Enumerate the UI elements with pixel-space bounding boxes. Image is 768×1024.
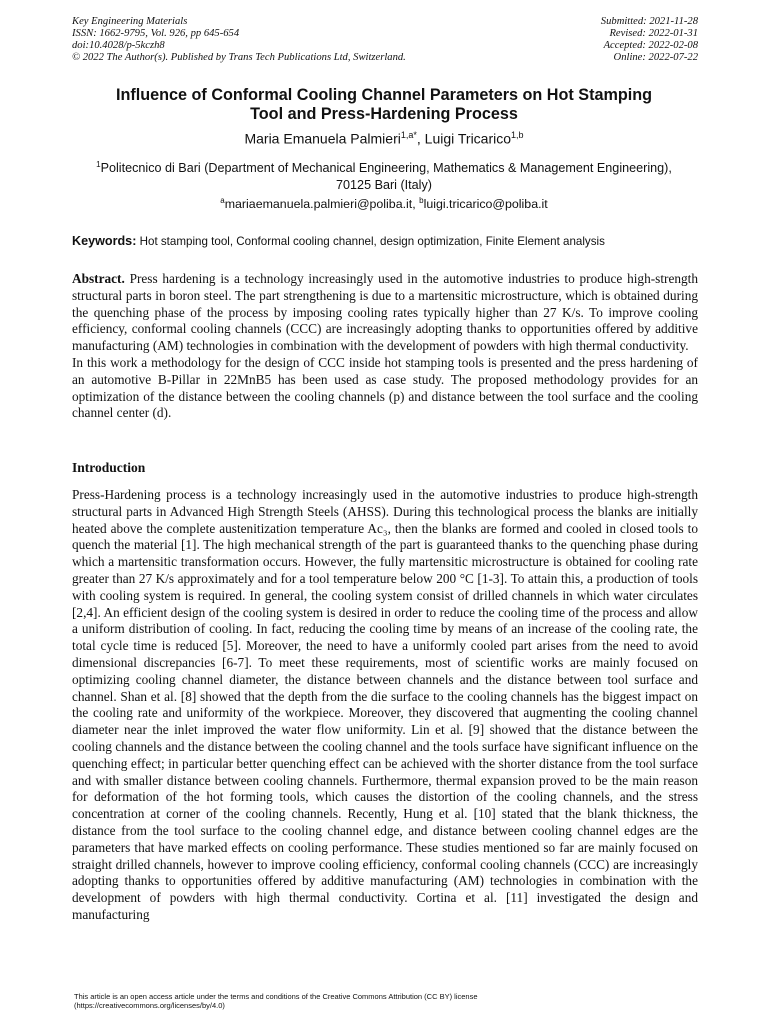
keywords-label: Keywords: <box>72 234 137 248</box>
keywords <box>72 234 698 248</box>
journal-copyright: © 2022 The Author(s). Published by Trans Tech Publications Ltd, Switzerland. <box>72 52 406 63</box>
author-2-sup: 1,b <box>511 130 524 140</box>
date-revised: Revised: 2022-01-31 <box>609 28 698 39</box>
author-list <box>0 130 768 147</box>
affiliation <box>80 156 688 194</box>
date-online: Online: 2022-07-22 <box>613 52 698 63</box>
author-1: Maria Emanuela Palmieri <box>244 130 401 147</box>
journal-issn: ISSN: 1662-9795, Vol. 926, pp 645-654 <box>72 28 240 39</box>
date-submitted: Submitted: 2021-11-28 <box>600 16 698 27</box>
abstract-paragraph-2: In this work a methodology for the design of CCC inside hot stamping tools is presented and the press hardening of an automotive B-Pillar in 22MnB5 has been used as case study. The proposed methodology provides for an optimization of the distance between the cooling channels (p) and distance between the tool surface and the cooling channel center (d). <box>72 354 698 421</box>
journal-name: Key Engineering Materials <box>72 16 188 27</box>
publication-dates <box>601 16 698 64</box>
abstract-label: Abstract. <box>72 271 125 286</box>
journal-doi: doi:10.4028/p-5kczh8 <box>72 40 165 51</box>
license-text: This article is an open access article under the terms and conditions of the Creative Commons Attribution (CC BY) license <box>74 992 478 1001</box>
license-url[interactable]: (https://creativecommons.org/licenses/by/4.0) <box>74 1001 225 1010</box>
author-2: Luigi Tricarico <box>424 130 512 147</box>
author-emails <box>0 196 768 211</box>
email-separator: , <box>412 197 420 212</box>
license-footer <box>74 992 698 1010</box>
introduction-body <box>72 487 698 924</box>
journal-info <box>72 16 406 64</box>
email-a-sup: a <box>220 196 225 205</box>
author-1-sup: 1,a* <box>400 130 417 140</box>
section-heading-introduction: Introduction <box>72 460 146 475</box>
abstract <box>72 271 698 422</box>
email-b-sup: b <box>419 196 424 205</box>
affiliation-text: Politecnico di Bari (Department of Mechanical Engineering, Mathematics & Management Engineering), 70125 Bari (Italy) <box>100 161 672 193</box>
affiliation-sup: 1 <box>96 160 101 169</box>
title-line-2: Tool and Press-Hardening Process <box>250 105 518 123</box>
introduction-paragraph: Press-Hardening process is a technology increasingly used in the automotive industries to produce high-strength structural parts in Advanced High Strength Steels (AHSS). During this technological process the blanks are initially heated above the complete austenitization temperature Ac₃, then the blanks are formed and cooled in closed tools to quench the material [1]. The high mechanical strength of the part is guaranteed thanks to the quenching phase during which a martensitic transformation occurs. However, the fully martensitic microstructure is obtained for cooling rate greater than 27 K/s approximately and for a tool temperature below 200 °C [1-3]. To attain this, a production of tools with cooling system is required. In general, the cooling system consist of drilled channels in which water circulates [2,4]. An efficient design of the cooling system is desired in order to reduce the cooling time of the process and allow a uniform distribution of cooling. In fact, reducing the cooling time by means of an increase of the cooling rate, the total cycle time is reduced [5]. Moreover, the need to have a uniformly cooled part arises from the need to avoid dimensional discrepancies [6-7]. To meet these requirements, most of scientific works are mainly focused on optimizing cooling channel diameter, the distance between channels and the distance between tool surface and channel. Shan et al. [8] showed that the depth from the die surface to the cooling channels has the biggest impact on the cooling rate and uniformity of the workpiece. Moreover, they discovered that augmenting the cooling channel diameter near the inlet improved the water flow uniformity. Lin et al. [9] showed that the distance between the cooling channels and the distance between the cooling channel and the tools surface have significant influence on the quenching effect; in particular better quenching effect can be achieved with the shorter distance from the tool surface and with smaller distance between cooling channels. Furthermore, thermal expansion proved to be the main reason for deformation of the hot forming tools, which causes the distortion of the cooling channels, and the stress concentration at corner of the cooling channels. Recently, Hung et al. [10] stated that the blank thickness, the distance from the tool surface to the cooling channel edge, and distance between cooling channel edges are the parameters that have marked effects on cooling performance. These studies mentioned so far are mainly focused on straight drilled channels, however to improve cooling efficiency, conformal cooling channels (CCC) are increasingly adopting thanks to opportunities offered by additive manufacturing (AM) technologies in combination with the development of powders with high thermal conductivity. Cortina et al. [11] investigated the design and manufacturing <box>72 487 698 922</box>
title-line-1: Influence of Conformal Cooling Channel Parameters on Hot Stamping <box>115 86 653 104</box>
abstract-paragraph-1 <box>72 271 698 355</box>
email-b[interactable]: luigi.tricarico@poliba.it <box>423 197 548 212</box>
email-a[interactable]: mariaemanuela.palmieri@poliba.it <box>224 197 413 212</box>
keywords-text: Hot stamping tool, Conformal cooling channel, design optimization, Finite Element analysis <box>139 235 605 248</box>
date-accepted: Accepted: 2022-02-08 <box>603 40 698 51</box>
abstract-text-1: Press hardening is a technology increasingly used in the automotive industries to produce high-strength structural parts in boron steel. The part strengthening is due to a martensitic microstructure, which is obtained during the quenching phase of the process by imposing cooling rates typically higher than 27 K/s. To improve cooling efficiency, conformal cooling channels (CCC) are increasingly adopting thanks to opportunities offered by additive manufacturing (AM) technologies in combination with the development of powders with high thermal conductivity. <box>72 271 698 354</box>
paper-title <box>40 86 728 124</box>
author-separator: , <box>416 130 425 147</box>
